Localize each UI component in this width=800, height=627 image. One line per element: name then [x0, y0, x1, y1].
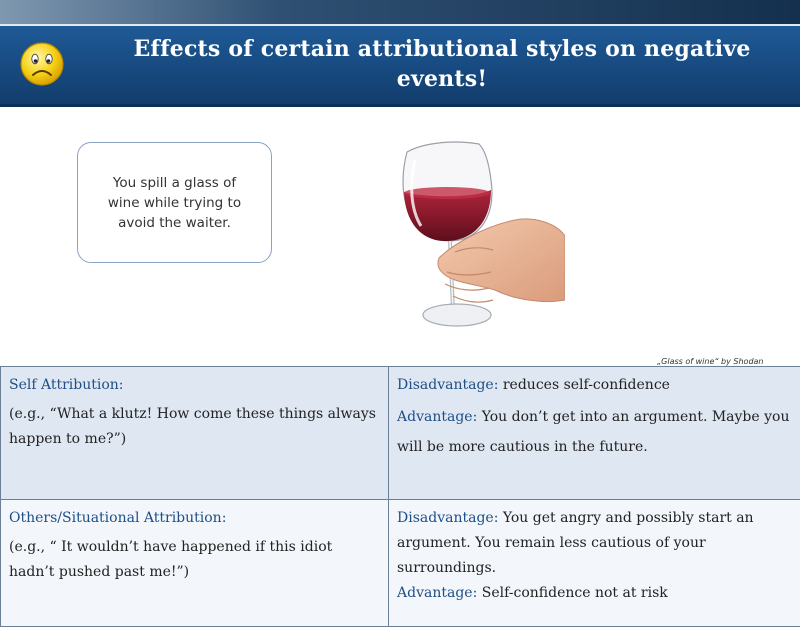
effects-cell [389, 367, 800, 500]
scenario-text: You spill a glass of wine while trying to avoid the waiter. [96, 173, 253, 233]
advantage-line [397, 581, 793, 606]
disadvantage-line [397, 373, 793, 398]
advantage-label: Advantage: [397, 409, 477, 425]
attribution-table [0, 366, 800, 627]
disadvantage-label: Disadvantage: [397, 510, 498, 526]
attribution-example: (e.g., “What a klutz! How come these things always happen to me?”) [9, 406, 376, 447]
title-banner-border [0, 104, 800, 107]
table-row [1, 500, 800, 627]
attribution-heading: Others/Situational Attribution: [9, 506, 380, 531]
advantage-line [397, 402, 793, 462]
top-bar [0, 0, 800, 24]
disadvantage-label: Disadvantage: [397, 377, 498, 393]
advantage-text: You don’t get into an argument. Maybe you will be more cautious in the future. [397, 409, 790, 455]
advantage-label: Advantage: [397, 585, 477, 601]
disadvantage-text: You get angry and possibly start an argument. You remain less cautious of your surroundings. [397, 510, 754, 576]
attribution-cell [1, 367, 389, 500]
table-row [1, 367, 800, 500]
disadvantage-text: reduces self-confidence [498, 377, 670, 393]
wine-glass-photo [395, 140, 565, 355]
attribution-example: (e.g., “ It wouldn’t have happened if this idiot hadn’t pushed past me!”) [9, 539, 332, 580]
sad-face-icon [18, 40, 66, 88]
disadvantage-line [397, 506, 793, 581]
attribution-heading: Self Attribution: [9, 373, 380, 398]
effects-cell [389, 500, 800, 627]
scenario-box [77, 142, 272, 263]
page-title: Effects of certain attributional styles on negative events! [112, 34, 772, 94]
image-credit: „Glass of wine“ by Shodan [657, 356, 767, 367]
attribution-cell [1, 500, 389, 627]
advantage-text: Self-confidence not at risk [477, 585, 667, 601]
